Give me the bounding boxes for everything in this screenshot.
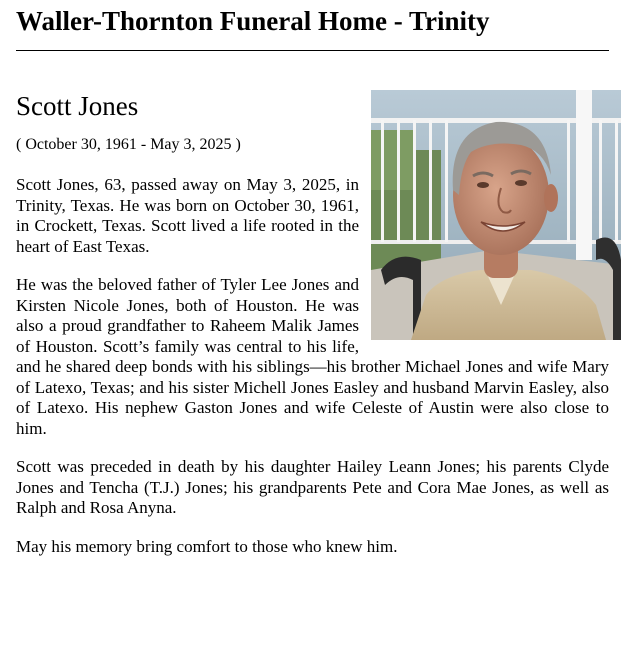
- header-divider: [16, 50, 609, 51]
- page: [0, 6, 630, 651]
- obituary-paragraph-3: Scott was preceded in death by his daughter Hailey Leann Jones; his parents Clyde Jones and Tencha (T.J.) Jones; his grandparents Pete and Cora Mae Jones, as well as Ralph and Rosa Anyna.: [16, 457, 609, 517]
- life-dates: ( October 30, 1961 - May 3, 2025 ): [16, 136, 241, 153]
- portrait-photo: [371, 90, 621, 340]
- obituary-paragraph-2: He was the beloved father of Tyler Lee Jones and Kirsten Nicole Jones, both of Houston. He was also a proud grandfather to Raheem Malik James of Houston. Scott’s family was central to his life, and he shared deep bonds with his siblings—his brother Michael Jones and wife Mary of Latexo, Texas; and his sister Michell Jones Easley and husband Marvin Easley, also of Latexo. His nephew Gaston Jones and wife Celeste of Austin were also close to him.: [16, 275, 609, 438]
- obituary-article: [16, 91, 609, 557]
- site-title[interactable]: Waller-Thornton Funeral Home - Trinity: [16, 6, 490, 36]
- deceased-name: Scott Jones: [16, 91, 139, 121]
- obituary-paragraph-4: May his memory bring comfort to those who knew him.: [16, 536, 398, 556]
- obituary-paragraph-1: Scott Jones, 63, passed away on May 3, 2025, in Trinity, Texas. He was born on October 30, 1961, in Crockett, Texas. Scott lived a life rooted in the heart of East Texas.: [16, 175, 359, 256]
